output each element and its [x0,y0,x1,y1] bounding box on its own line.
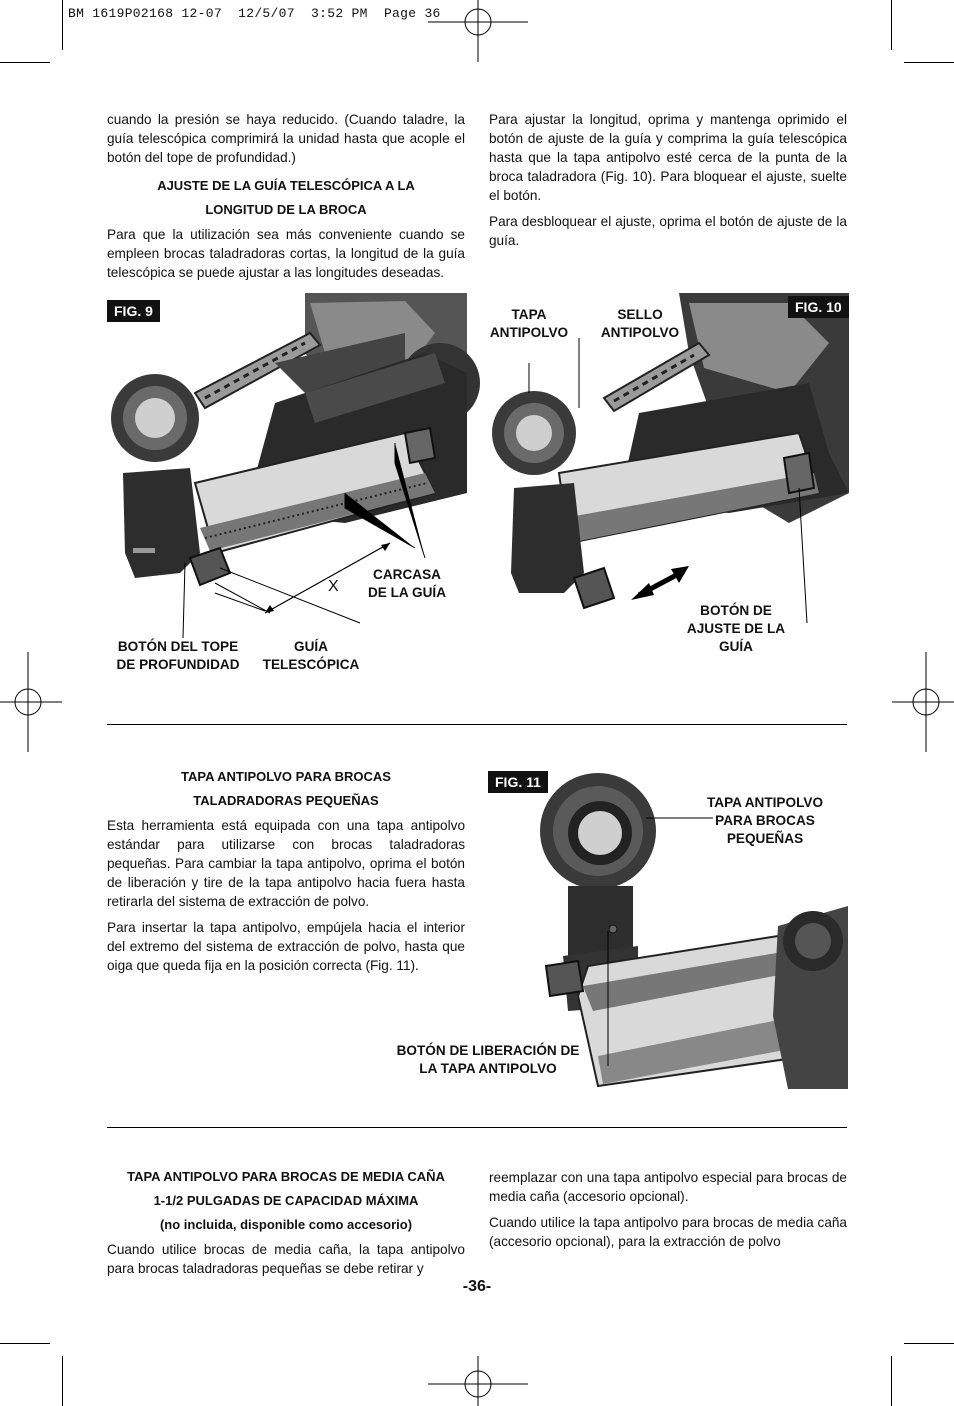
media-cana-heading-line-3: (no incluida, disponible como accesorio) [159,1217,413,1232]
fig-11-badge: FIG. 11 [488,771,548,793]
section-heading-line-2: LONGITUD DE LA BROCA [205,202,367,217]
registration-mark-left [0,652,62,752]
middle-left-column [107,768,465,982]
small-cap-heading-line-2: TALADRADORAS PEQUEÑAS [193,793,379,808]
boton-liberacion-label: BOTÓN DE LIBERACIÓN DE LA TAPA ANTIPOLVO [396,1043,580,1076]
top-right-column [489,110,847,257]
bottom-right-column [489,1168,847,1258]
boton-ajuste-label: BOTÓN DE AJUSTE DE LA GUÍA [686,603,786,654]
print-slug: BM 1619P02168 12-07 12/5/07 3:52 PM Page 36 [68,6,441,21]
small-cap-heading-line-1: TAPA ANTIPOLVO PARA BROCAS [181,769,391,784]
bottom-left-column [107,1168,465,1285]
unlock-paragraph: Para desbloquear el ajuste, oprima el botón de ajuste de la guía. [489,214,847,248]
small-cap-paragraph-2: Para insertar la tapa antipolvo, empújela hacia el interior del extremo del sistema de extracción de polvo, hasta que oiga que queda fija en la posición correcta (Fig. 11). [107,920,465,973]
boton-tope-label: BOTÓN DEL TOPE DE PROFUNDIDAD [116,639,240,672]
adjust-paragraph: Para ajustar la longitud, oprima y mantenga oprimido el botón de ajuste de la guía y comprima la guía telescópica hasta que la tapa antipolvo esté cerca de la punta de la broca taladradora (Fig. 10). Para bloquear el ajuste, suelte el botón. [489,112,847,203]
guia-telescopica-label: GUÍA TELESCÓPICA [262,639,360,672]
media-cana-left-paragraph: Cuando utilice brocas de media caña, la tapa antipolvo para brocas taladradoras pequeñas se debe retirar y [107,1242,465,1276]
registration-mark-top [428,0,528,62]
dimension-x-label: X [328,578,339,595]
media-cana-heading-line-1: TAPA ANTIPOLVO PARA BROCAS DE MEDIA CAÑA [127,1169,445,1184]
section-heading-line-1: AJUSTE DE LA GUÍA TELESCÓPICA A LA [157,178,415,193]
fig-10-badge: FIG. 10 [788,296,849,318]
section-body-paragraph: Para que la utilización sea más conveniente cuando se empleen brocas taladradoras cortas, la longitud de la guía telescópica se puede ajustar a las longitudes deseadas. [107,227,465,280]
intro-paragraph: cuando la presión se haya reducido. (Cuando taladre, la guía telescópica comprimirá la unidad hasta que acople el botón del tope de profundidad.) [107,112,465,165]
registration-mark-bottom [428,1356,528,1406]
tapa-pequenas-label: TAPA ANTIPOLVO PARA BROCAS PEQUEÑAS [706,795,824,846]
section-divider-1 [107,724,847,725]
tapa-antipolvo-label: TAPA ANTIPOLVO [489,307,569,340]
carcasa-label: CARCASA DE LA GUÍA [367,567,447,600]
media-cana-right-paragraph-2: Cuando utilice la tapa antipolvo para brocas de media caña (accesorio opcional), para la extracción de polvo [489,1215,847,1249]
registration-mark-right [892,652,954,752]
sello-antipolvo-label: SELLO ANTIPOLVO [600,307,680,340]
top-left-column [107,110,465,289]
fig-9-badge: FIG. 9 [107,300,160,322]
media-cana-right-paragraph-1: reemplazar con una tapa antipolvo especial para brocas de media caña (accesorio opcional). [489,1170,847,1204]
section-divider-2 [107,1127,847,1128]
page-number: -36- [462,1278,492,1295]
small-cap-paragraph-1: Esta herramienta está equipada con una tapa antipolvo estándar para utilizarse con brocas taladradoras pequeñas. Para cambiar la tapa antipolvo, oprima el botón de liberación y tire de la tapa antipolvo hacia fuera hasta retirarla del sistema de extracción de polvo. [107,818,465,909]
media-cana-heading-line-2: 1-1/2 PULGADAS DE CAPACIDAD MÁXIMA [153,1193,419,1208]
